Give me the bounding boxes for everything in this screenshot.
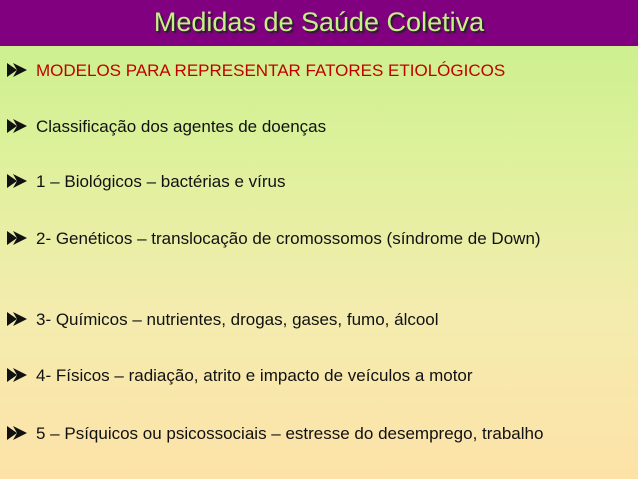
bullet-text: Classificação dos agentes de doenças bbox=[36, 117, 327, 136]
arrow-bullet-icon bbox=[6, 367, 28, 383]
arrow-bullet-icon bbox=[6, 311, 28, 327]
bullet-text: MODELOS PARA REPRESENTAR FATORES ETIOLÓGICOS bbox=[36, 61, 506, 80]
arrow-bullet-icon bbox=[6, 118, 28, 134]
bullet-text: 4- Físicos – radiação, atrito e impacto de veículos a motor bbox=[36, 366, 473, 385]
slide-title: Medidas de Saúde Coletiva bbox=[153, 7, 485, 37]
arrow-bullet-icon bbox=[6, 425, 28, 441]
bullet-text: 2- Genéticos – translocação de cromossomos (síndrome de Down) bbox=[36, 229, 541, 248]
bullet-text: 3- Químicos – nutrientes, drogas, gases, fumo, álcool bbox=[36, 310, 439, 329]
arrow-bullet-icon bbox=[6, 173, 28, 189]
bullet-text: 5 – Psíquicos ou psicossociais – estresse do desemprego, trabalho bbox=[36, 424, 544, 443]
arrow-bullet-icon bbox=[6, 62, 28, 78]
arrow-bullet-icon bbox=[6, 230, 28, 246]
bullet-text: 1 – Biológicos – bactérias e vírus bbox=[36, 172, 286, 191]
